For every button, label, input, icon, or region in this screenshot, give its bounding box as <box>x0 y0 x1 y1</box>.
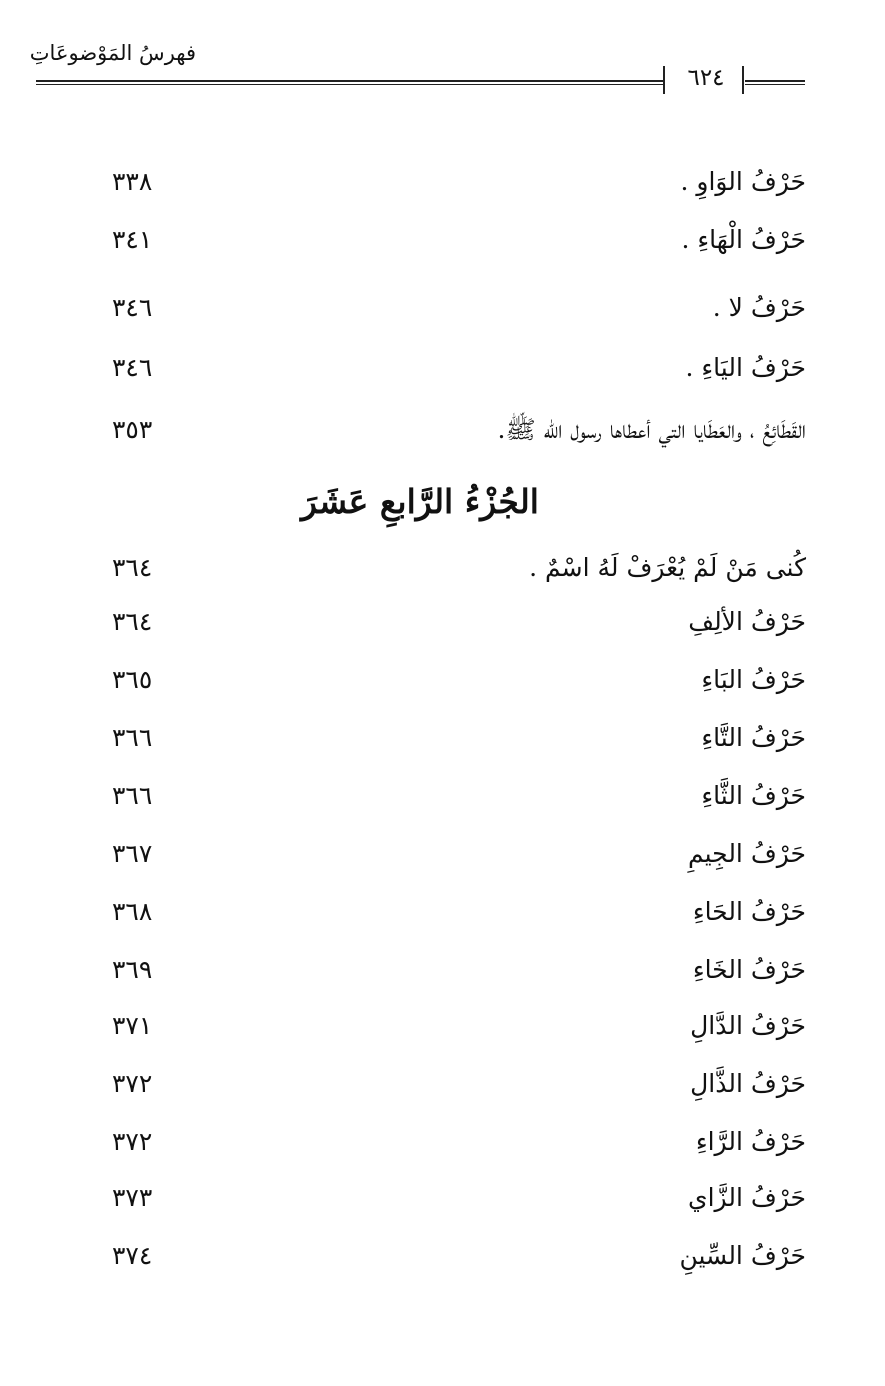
toc-entry <box>100 346 806 394</box>
header-rule <box>36 80 665 85</box>
toc-entry-label: حَرْفُ البَاءِ <box>701 665 806 694</box>
toc-entry <box>100 1120 806 1168</box>
toc-entry <box>100 286 806 334</box>
toc-entry <box>100 408 806 456</box>
toc-entry <box>100 600 806 648</box>
toc-entry-label: كُنى مَنْ لَمْ يُعْرَفْ لَهُ اسْمٌ . <box>529 553 806 582</box>
toc-entry <box>100 658 806 706</box>
toc-entry-label: حَرْفُ الوَاوِ . <box>680 167 806 196</box>
toc-entry <box>100 832 806 880</box>
toc-entry-label: حَرْفُ الجِيمِ <box>688 839 806 868</box>
section-heading: الجُزْءُ الرَّابعِ عَشَرَ <box>301 482 539 521</box>
toc-entry-label: حَرْفُ الدَّالِ <box>690 1011 806 1040</box>
toc-entry <box>100 1004 806 1052</box>
toc-entry-label: حَرْفُ التَّاءِ <box>701 723 806 752</box>
toc-entry <box>100 546 806 594</box>
toc-entry-label: حَرْفُ الألِفِ <box>688 607 806 636</box>
toc-entry-label: حَرْفُ الثَّاءِ <box>701 781 806 810</box>
toc-entry-page: ٣٦٥ <box>112 665 153 694</box>
toc-entry <box>100 1176 806 1224</box>
toc-entry-label: حَرْفُ اليَاءِ . <box>685 353 806 382</box>
toc-entry-label: حَرْفُ السِّينِ <box>679 1241 806 1270</box>
toc-entry-label: حَرْفُ الحَاءِ <box>692 897 806 926</box>
toc-entry-page: ٣٦٦ <box>112 723 153 752</box>
toc-entry-page: ٣٧٣ <box>112 1183 153 1212</box>
toc-entry-page: ٣٦٤ <box>112 607 153 636</box>
toc-entry-page: ٣٥٣ <box>112 415 153 444</box>
toc-entry-page: ٣٧١ <box>112 1011 153 1040</box>
toc-entry-label: القَطَائِعُ ، والعَطَايا التي أعطاها رسول الله ﷺ. <box>497 415 806 444</box>
toc-entry-label: حَرْفُ الخَاءِ <box>692 955 806 984</box>
toc-entry-page: ٣٤٦ <box>112 353 153 382</box>
header-rule <box>745 80 805 85</box>
toc-entry-label: حَرْفُ الذَّالِ <box>690 1069 806 1098</box>
toc-entry-label: حَرْفُ الْهَاءِ . <box>681 225 806 254</box>
toc-entry-page: ٣٤١ <box>112 225 153 254</box>
toc-entry-page: ٣٦٤ <box>112 553 153 582</box>
toc-entry <box>100 774 806 822</box>
toc-entry-page: ٣٦٧ <box>112 839 153 868</box>
running-header-title: فهرسُ المَوْضوعَاتِ <box>29 41 196 65</box>
toc-entry-page: ٣٧٢ <box>112 1127 153 1156</box>
toc-entry <box>100 1062 806 1110</box>
toc-entry-page: ٣٧٤ <box>112 1241 153 1270</box>
toc-entry-page: ٣٣٨ <box>112 167 153 196</box>
toc-entry-label: حَرْفُ الزَّاي <box>688 1183 806 1212</box>
toc-entry <box>100 160 806 208</box>
toc-entry-page: ٣٦٩ <box>112 955 153 984</box>
page-number: ٦٢٤ <box>687 65 725 91</box>
toc-entry-page: ٣٦٨ <box>112 897 153 926</box>
toc-entry-page: ٣٦٦ <box>112 781 153 810</box>
toc-entry-label: حَرْفُ لا . <box>712 293 806 322</box>
header-rule-divider <box>663 66 665 94</box>
toc-entry-page: ٣٧٢ <box>112 1069 153 1098</box>
toc-entry-page: ٣٤٦ <box>112 293 153 322</box>
toc-entry-label: حَرْفُ الرَّاءِ <box>695 1127 806 1156</box>
header-rule-divider <box>742 66 744 94</box>
toc-entry <box>100 890 806 938</box>
toc-entry <box>100 716 806 764</box>
toc-entry <box>100 1234 806 1282</box>
toc-entry <box>100 948 806 996</box>
toc-entry <box>100 218 806 266</box>
